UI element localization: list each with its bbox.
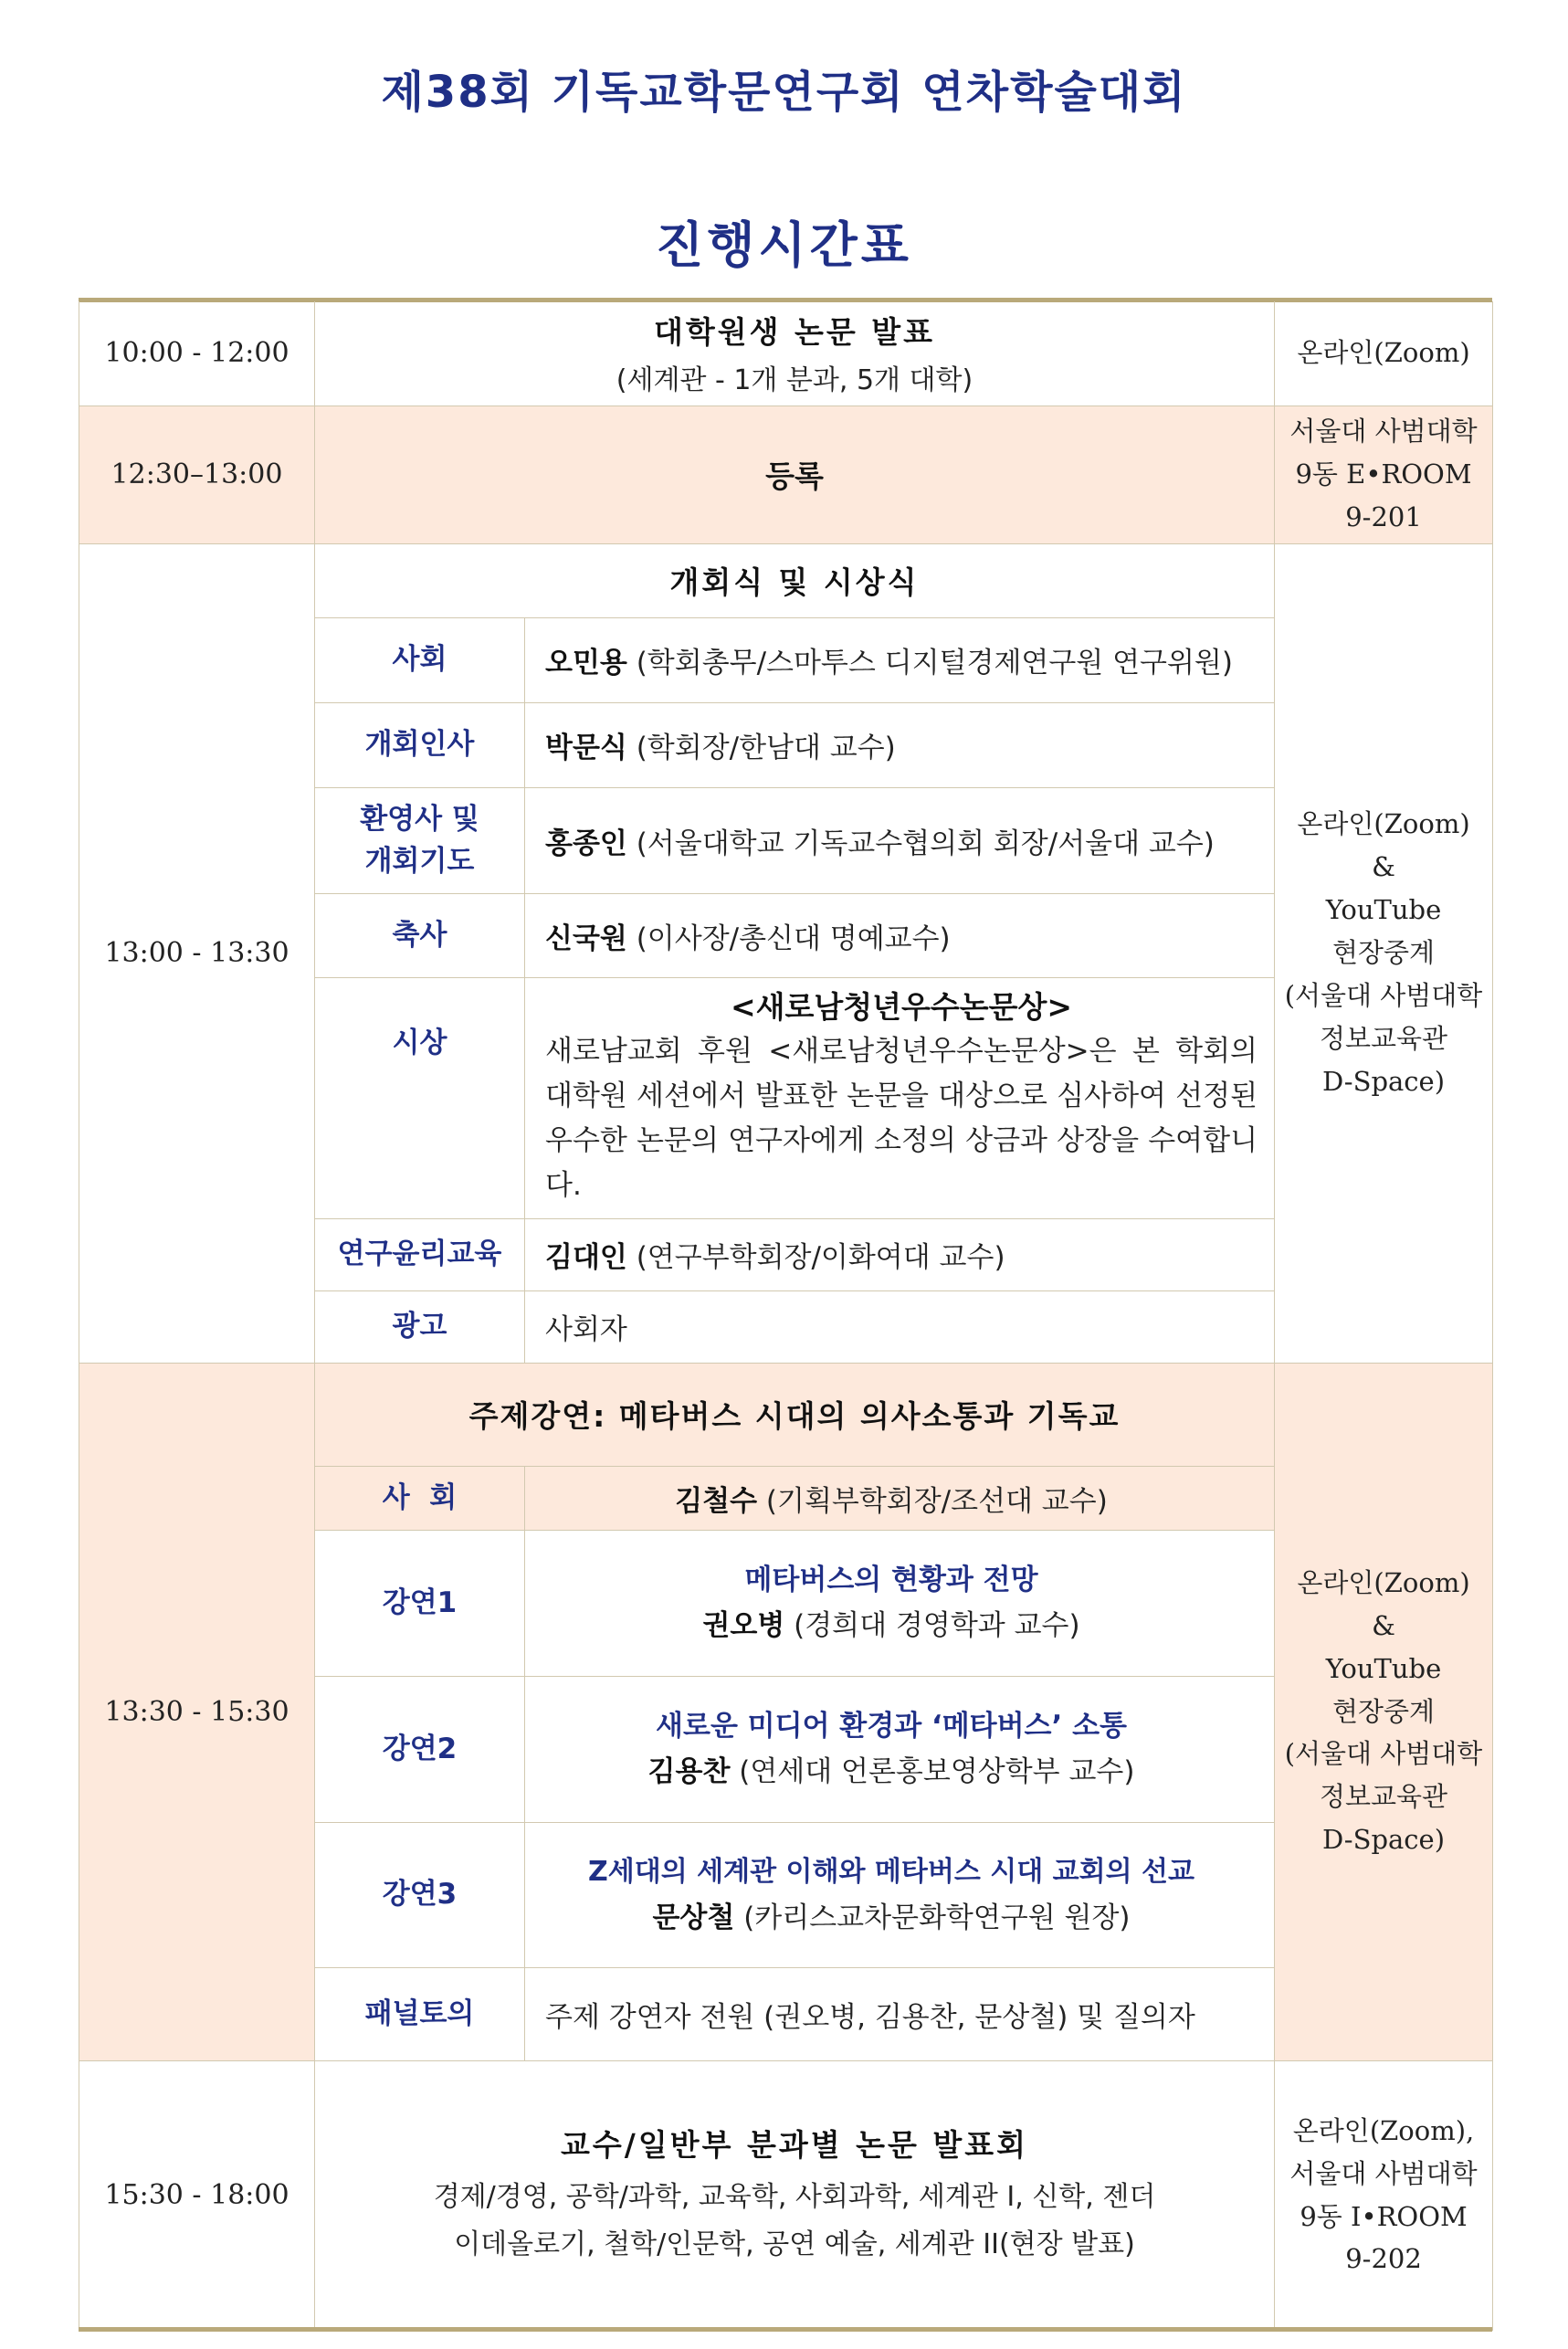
person-name: 김철수 [675,1484,758,1518]
document-title: 제38회 기독교학문연구회 연차학술대회 [381,67,1187,118]
person-name: 문상철 [652,1901,735,1934]
detail-cell [525,617,1275,702]
session-graduate [79,301,1493,406]
person-name: 김대인 [545,1241,627,1274]
role-line: 환영사 및 [360,802,479,836]
session-subtitle: (세계관 - 1개 분과, 5개 대학) [616,364,973,397]
role-line: 개회기도 [364,845,475,878]
session-topics-line: 이데올로기, 철학/인문학, 공연 예술, 세계관 II(현장 발표) [454,2228,1135,2260]
detail-cell: 사회자 [525,1290,1275,1363]
session-title: 교수/일반부 분과별 논문 발표회 [561,2127,1028,2163]
venue-line: 현장중계 [1331,1695,1436,1727]
session-registration [79,406,1493,543]
venue-cell [1275,1363,1493,2060]
role-cell: 개회인사 [315,702,525,787]
session-title: 대학원생 논문 발표 [654,314,936,351]
role-cell: 패널토의 [315,1967,525,2060]
role-cell: 연구윤리교육 [315,1218,525,1290]
venue-line: 정보교육관 [1319,1022,1448,1054]
time-cell: 10:00 - 12:00 [79,301,315,406]
session-content [315,2060,1275,2330]
person-name: 신국원 [545,922,627,955]
venue-line: D-Space) [1322,1824,1446,1856]
venue-line: 온라인(Zoom) [1297,808,1470,840]
person-name: 권오병 [702,1609,785,1642]
schedule-table [79,301,1493,2331]
time-cell: 12:30–13:00 [79,406,315,543]
person-affiliation: (학회장/한남대 교수) [636,732,896,764]
session-keynote [79,1363,1493,1466]
detail-cell [525,1676,1275,1822]
person-affiliation: (서울대학교 기독교수협의회 회장/서울대 교수) [636,827,1215,860]
venue-cell [1275,406,1493,543]
venue-line: & [1372,1609,1395,1641]
role-cell: 광고 [315,1290,525,1363]
award-title: <새로남청년우수논문상> [730,988,1073,1025]
venue-line: 서울대 사범대학 [1289,416,1478,448]
venue-line: D-Space) [1322,1065,1446,1097]
session-faculty-papers [79,2060,1493,2330]
role-cell [315,787,525,893]
role-cell: 강연1 [315,1530,525,1676]
role-cell: 강연3 [315,1822,525,1967]
time-cell: 13:00 - 13:30 [79,543,315,1363]
venue-line: & [1372,851,1395,883]
session-topics-line: 경제/경영, 공학/과학, 교육학, 사회과학, 세계관 I, 신학, 젠더 [433,2181,1156,2213]
session-title: 주제강연: 메타버스 시대의 의사소통과 기독교 [315,1363,1275,1466]
detail-cell [525,893,1275,977]
venue-cell [1275,543,1493,1363]
time-cell: 15:30 - 18:00 [79,2060,315,2330]
venue-line: 9-201 [1345,500,1422,532]
award-description: 새로남교회 후원 <새로남청년우수논문상>은 본 학회의 대학원 세션에서 발표한 논문을 대상으로 심사하여 선정된 우수한 논문의 연구자에게 소정의 상금과 상장을 수여합니다. [545,1034,1258,1202]
person-affiliation: (카리스교차문화학연구원 원장) [743,1901,1131,1934]
person-affiliation: (연세대 언론홍보영상학부 교수) [739,1755,1135,1788]
venue-line: 현장중계 [1331,937,1436,969]
role-cell: 사회 [315,617,525,702]
venue-cell: 온라인(Zoom) [1275,301,1493,406]
session-content [315,301,1275,406]
detail-cell: 주제 강연자 전원 (권오병, 김용찬, 문상철) 및 질의자 [525,1967,1275,2060]
venue-line: YouTube [1325,1652,1442,1684]
detail-cell [525,1530,1275,1676]
speaker [525,1749,1258,1795]
person-affiliation: (이사장/총신대 명예교수) [636,922,951,955]
person-name: 김용찬 [647,1755,731,1788]
person-name: 박문식 [545,732,627,764]
venue-line: 온라인(Zoom), [1292,2114,1475,2146]
venue-line: (서울대 사범대학 [1284,1738,1483,1770]
talk-topic: 새로운 미디어 환경과 ‘메타버스’ 소통 [656,1710,1127,1743]
person-affiliation: (연구부학회장/이화여대 교수) [636,1241,1005,1274]
session-title: 개회식 및 시상식 [315,543,1275,617]
venue-line: 9-202 [1345,2243,1422,2275]
venue-line: 9동 E•ROOM [1295,458,1472,490]
venue-line: 온라인(Zoom) [1297,1566,1470,1598]
person-name: 홍종인 [545,827,627,860]
speaker [525,1603,1258,1649]
venue-line: (서울대 사범대학 [1284,979,1483,1011]
person-affiliation: (기획부학회장/조선대 교수) [765,1484,1108,1518]
detail-cell [525,702,1275,787]
venue-cell [1275,2060,1493,2330]
talk-topic: 메타버스의 현황과 전망 [744,1564,1038,1596]
person-affiliation: (경희대 경영학과 교수) [794,1609,1080,1642]
detail-cell [525,1218,1275,1290]
person-name: 오민용 [545,647,627,679]
person-affiliation: (학회총무/스마투스 디지털경제연구원 연구위원) [636,647,1233,679]
detail-cell [525,1466,1275,1530]
venue-line: 정보교육관 [1319,1781,1448,1813]
role-cell: 강연2 [315,1676,525,1822]
detail-cell [525,787,1275,893]
session-opening [79,543,1493,617]
detail-cell [525,1822,1275,1967]
role-cell: 시상 [315,977,525,1218]
schedule-heading: 진행시간표 [656,216,912,274]
venue-line: 서울대 사범대학 [1289,2157,1478,2189]
time-cell: 13:30 - 15:30 [79,1363,315,2060]
talk-topic: Z세대의 세계관 이해와 메타버스 시대 교회의 선교 [587,1855,1195,1888]
speaker [525,1895,1258,1941]
venue-line: 9동 I•ROOM [1300,2200,1468,2232]
venue-line: YouTube [1325,894,1442,926]
session-title: 등록 [315,406,1275,543]
bottom-rule [79,2327,1492,2332]
role-cell: 사 회 [315,1466,525,1530]
role-cell: 축사 [315,893,525,977]
detail-cell [525,977,1275,1218]
